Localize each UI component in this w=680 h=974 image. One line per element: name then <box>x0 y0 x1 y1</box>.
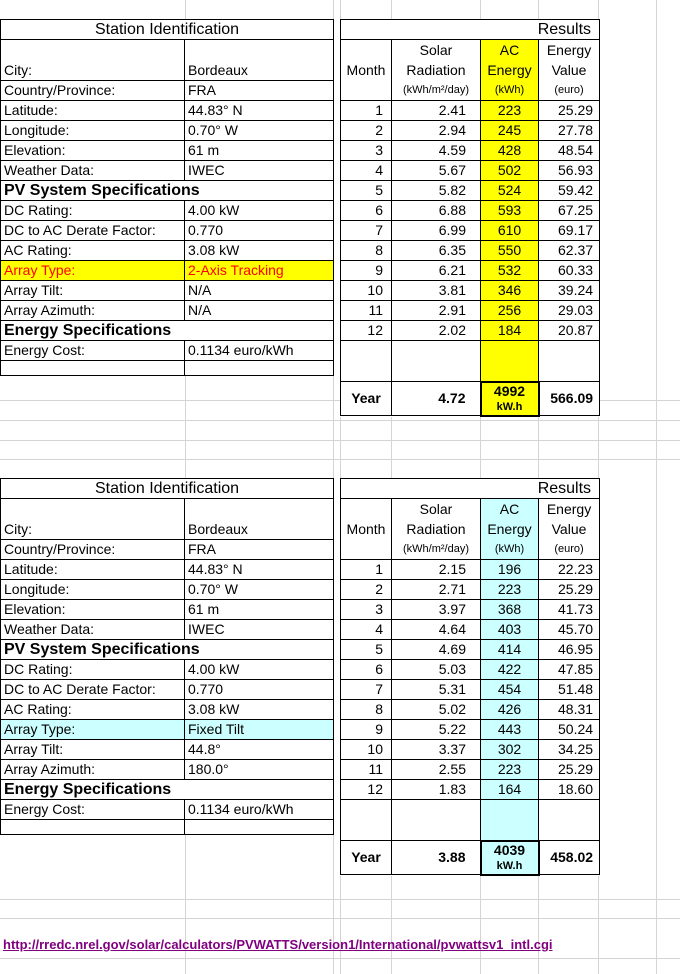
month-row <box>341 640 600 660</box>
station-value: Bordeaux <box>185 40 334 81</box>
month-row <box>341 720 600 740</box>
ev-header-line2: Value <box>551 521 587 537</box>
solar-radiation-cell: 5.22 <box>392 720 481 740</box>
ac-energy-cell: 245 <box>481 121 539 141</box>
ac-energy-cell: 223 <box>481 760 539 780</box>
month-row <box>341 261 600 281</box>
solar-radiation-cell: 2.15 <box>392 560 481 580</box>
solar-radiation-cell: 1.83 <box>392 780 481 800</box>
month-row <box>341 301 600 321</box>
energy-value-cell: 56.93 <box>539 161 600 181</box>
solar-header-unit: (kWh/m²/day) <box>403 543 469 555</box>
energy-value-cell: 67.25 <box>539 201 600 221</box>
month-cell: 1 <box>341 560 392 580</box>
solar-radiation-cell: 4.59 <box>392 141 481 161</box>
pv-spec-value: Fixed Tilt <box>185 720 334 740</box>
solar-radiation-cell: 5.67 <box>392 161 481 181</box>
year-ac-energy <box>481 841 539 875</box>
ac-header-line2: Energy <box>487 62 532 78</box>
month-row <box>341 600 600 620</box>
ac-energy-cell: 422 <box>481 660 539 680</box>
ac-energy-cell: 550 <box>481 241 539 261</box>
station-title: Station Identification <box>1 20 334 40</box>
month-cell: 2 <box>341 580 392 600</box>
station-label: Weather Data: <box>1 620 185 640</box>
station-label: City: <box>1 40 185 81</box>
station-label: Elevation: <box>1 600 185 620</box>
station-value: 0.70° W <box>185 580 334 600</box>
results-table <box>340 478 600 876</box>
station-label: City: <box>1 499 185 540</box>
pv-spec-label: Array Tilt: <box>1 740 185 760</box>
solar-radiation-cell: 5.02 <box>392 700 481 720</box>
pv-spec-label: Array Azimuth: <box>1 301 185 321</box>
year-energy-value: 566.09 <box>539 382 600 416</box>
solar-radiation-cell: 3.81 <box>392 281 481 301</box>
pv-spec-label: AC Rating: <box>1 241 185 261</box>
energy-value-header <box>539 499 600 560</box>
ac-energy-cell: 368 <box>481 600 539 620</box>
pv-spec-value: N/A <box>185 301 334 321</box>
pv-spec-label: DC Rating: <box>1 201 185 221</box>
ac-energy-cell: 502 <box>481 161 539 181</box>
month-row <box>341 580 600 600</box>
solar-header-line2: Radiation <box>406 521 466 537</box>
solar-header-line2: Radiation <box>406 62 466 78</box>
energy-value-cell: 48.31 <box>539 700 600 720</box>
station-value: FRA <box>185 540 334 560</box>
energy-value-cell: 46.95 <box>539 640 600 660</box>
station-label: Longitude: <box>1 121 185 141</box>
ev-header-unit: (euro) <box>554 543 584 555</box>
pv-spec-value: 3.08 kW <box>185 700 334 720</box>
energy-specs-title: Energy Specifications <box>1 780 334 800</box>
year-row <box>341 841 600 875</box>
station-label: Country/Province: <box>1 81 185 101</box>
ac-energy-cell: 454 <box>481 680 539 700</box>
results-table <box>340 19 600 417</box>
month-cell: 10 <box>341 281 392 301</box>
solar-radiation-cell: 5.31 <box>392 680 481 700</box>
month-cell: 2 <box>341 121 392 141</box>
ac-energy-cell: 196 <box>481 560 539 580</box>
solar-radiation-cell: 6.99 <box>392 221 481 241</box>
month-cell: 5 <box>341 181 392 201</box>
station-value: IWEC <box>185 620 334 640</box>
pv-specs-title: PV System Specifications <box>1 181 334 201</box>
ac-header-unit: (kWh) <box>494 84 525 96</box>
energy-value-cell: 51.48 <box>539 680 600 700</box>
pv-spec-value: N/A <box>185 281 334 301</box>
ac-energy-header <box>481 40 539 101</box>
pv-spec-label: DC Rating: <box>1 660 185 680</box>
energy-specs-title: Energy Specifications <box>1 321 334 341</box>
month-header: Month <box>341 499 392 560</box>
pv-spec-value: 4.00 kW <box>185 201 334 221</box>
solar-radiation-cell: 6.35 <box>392 241 481 261</box>
pv-spec-label: DC to AC Derate Factor: <box>1 680 185 700</box>
solar-radiation-cell: 5.03 <box>392 660 481 680</box>
year-ac-energy-value: 4039 <box>493 841 526 858</box>
ac-energy-cell: 524 <box>481 181 539 201</box>
ac-energy-cell: 223 <box>481 101 539 121</box>
month-cell: 3 <box>341 141 392 161</box>
solar-header-unit: (kWh/m²/day) <box>403 84 469 96</box>
year-ac-energy-value: 4992 <box>493 382 526 399</box>
month-cell: 4 <box>341 161 392 181</box>
year-label: Year <box>341 382 392 416</box>
results-title: Results <box>341 479 600 499</box>
year-ac-energy <box>481 382 539 416</box>
month-row <box>341 780 600 800</box>
year-ac-energy-unit: kW.h <box>496 859 523 872</box>
energy-value-cell: 69.17 <box>539 221 600 241</box>
energy-value-cell: 18.60 <box>539 780 600 800</box>
energy-value-cell: 41.73 <box>539 600 600 620</box>
month-row <box>341 700 600 720</box>
month-row <box>341 161 600 181</box>
ac-energy-cell: 610 <box>481 221 539 241</box>
pv-spec-label: DC to AC Derate Factor: <box>1 221 185 241</box>
ac-energy-cell: 184 <box>481 321 539 341</box>
solar-radiation-cell: 6.88 <box>392 201 481 221</box>
month-cell: 1 <box>341 101 392 121</box>
solar-radiation-cell: 2.71 <box>392 580 481 600</box>
station-value: Bordeaux <box>185 499 334 540</box>
energy-value-cell: 27.78 <box>539 121 600 141</box>
station-value: 44.83° N <box>185 101 334 121</box>
energy-value-cell: 47.85 <box>539 660 600 680</box>
pv-spec-value: 0.770 <box>185 680 334 700</box>
ac-energy-cell: 532 <box>481 261 539 281</box>
month-cell: 7 <box>341 221 392 241</box>
pv-spec-label: Array Azimuth: <box>1 760 185 780</box>
station-value: IWEC <box>185 161 334 181</box>
ac-energy-cell: 346 <box>481 281 539 301</box>
solar-radiation-cell: 4.69 <box>392 640 481 660</box>
energy-value-cell: 39.24 <box>539 281 600 301</box>
ac-energy-cell: 428 <box>481 141 539 161</box>
station-table <box>0 478 334 835</box>
pv-spec-label: Array Type: <box>1 261 185 281</box>
pv-spec-label: Array Tilt: <box>1 281 185 301</box>
energy-value-cell: 48.54 <box>539 141 600 161</box>
station-label: Longitude: <box>1 580 185 600</box>
pv-spec-value: 2-Axis Tracking <box>185 261 334 281</box>
month-row <box>341 560 600 580</box>
solar-header <box>392 499 481 560</box>
ac-energy-cell: 426 <box>481 700 539 720</box>
month-cell: 6 <box>341 201 392 221</box>
energy-value-cell: 62.37 <box>539 241 600 261</box>
month-row <box>341 620 600 640</box>
station-value: 61 m <box>185 600 334 620</box>
pv-spec-value: 3.08 kW <box>185 241 334 261</box>
solar-header <box>392 40 481 101</box>
energy-value-cell: 50.24 <box>539 720 600 740</box>
station-value: 44.83° N <box>185 560 334 580</box>
pv-spec-value: 4.00 kW <box>185 660 334 680</box>
month-cell: 9 <box>341 720 392 740</box>
results-title: Results <box>341 20 600 40</box>
pv-spec-value: 180.0° <box>185 760 334 780</box>
month-cell: 5 <box>341 640 392 660</box>
solar-header-line1: Solar <box>419 42 453 58</box>
month-row <box>341 201 600 221</box>
month-cell: 11 <box>341 301 392 321</box>
station-label: Latitude: <box>1 560 185 580</box>
year-solar-radiation: 4.72 <box>392 382 481 416</box>
year-energy-value: 458.02 <box>539 841 600 875</box>
station-title: Station Identification <box>1 479 334 499</box>
station-value: 61 m <box>185 141 334 161</box>
month-row <box>341 760 600 780</box>
ac-header-line1: AC <box>499 501 520 517</box>
month-cell: 12 <box>341 780 392 800</box>
solar-radiation-cell: 5.82 <box>392 181 481 201</box>
solar-radiation-cell: 6.21 <box>392 261 481 281</box>
ev-header-unit: (euro) <box>554 84 584 96</box>
ac-energy-cell: 223 <box>481 580 539 600</box>
ac-header-unit: (kWh) <box>494 543 525 555</box>
energy-value-cell: 29.03 <box>539 301 600 321</box>
energy-spec-value: 0.1134 euro/kWh <box>185 341 334 361</box>
energy-value-cell: 25.29 <box>539 101 600 121</box>
month-cell: 4 <box>341 620 392 640</box>
pv-spec-label: AC Rating: <box>1 700 185 720</box>
month-row <box>341 321 600 341</box>
energy-value-cell: 20.87 <box>539 321 600 341</box>
ev-header-line1: Energy <box>546 42 592 58</box>
solar-radiation-cell: 3.97 <box>392 600 481 620</box>
energy-spec-label: Energy Cost: <box>1 800 185 820</box>
source-link[interactable]: http://rredc.nrel.gov/solar/calculators/PVWATTS/version1/International/pvwattsv1_intl.cgi <box>3 937 553 952</box>
month-cell: 12 <box>341 321 392 341</box>
energy-value-cell: 45.70 <box>539 620 600 640</box>
ac-energy-cell: 164 <box>481 780 539 800</box>
energy-value-cell: 25.29 <box>539 580 600 600</box>
month-row <box>341 141 600 161</box>
energy-value-cell: 59.42 <box>539 181 600 201</box>
month-row <box>341 740 600 760</box>
pv-spec-value: 44.8° <box>185 740 334 760</box>
ac-energy-header <box>481 499 539 560</box>
pv-spec-value: 0.770 <box>185 221 334 241</box>
month-row <box>341 221 600 241</box>
station-label: Country/Province: <box>1 540 185 560</box>
month-cell: 8 <box>341 241 392 261</box>
month-row <box>341 241 600 261</box>
solar-radiation-cell: 3.37 <box>392 740 481 760</box>
station-table <box>0 19 334 376</box>
energy-value-header <box>539 40 600 101</box>
ev-header-line2: Value <box>551 62 587 78</box>
month-row <box>341 281 600 301</box>
energy-value-cell: 60.33 <box>539 261 600 281</box>
station-label: Latitude: <box>1 101 185 121</box>
solar-radiation-cell: 2.55 <box>392 760 481 780</box>
month-row <box>341 181 600 201</box>
solar-header-line1: Solar <box>419 501 453 517</box>
energy-value-cell: 22.23 <box>539 560 600 580</box>
year-label: Year <box>341 841 392 875</box>
ac-header-line1: AC <box>499 42 520 58</box>
year-solar-radiation: 3.88 <box>392 841 481 875</box>
solar-radiation-cell: 2.94 <box>392 121 481 141</box>
month-cell: 8 <box>341 700 392 720</box>
pv-specs-title: PV System Specifications <box>1 640 334 660</box>
month-cell: 6 <box>341 660 392 680</box>
month-row <box>341 121 600 141</box>
ev-header-line1: Energy <box>546 501 592 517</box>
station-label: Weather Data: <box>1 161 185 181</box>
month-cell: 3 <box>341 600 392 620</box>
solar-radiation-cell: 2.41 <box>392 101 481 121</box>
ac-header-line2: Energy <box>487 521 532 537</box>
ac-energy-cell: 302 <box>481 740 539 760</box>
ac-energy-cell: 403 <box>481 620 539 640</box>
ac-energy-cell: 414 <box>481 640 539 660</box>
month-cell: 9 <box>341 261 392 281</box>
month-cell: 11 <box>341 760 392 780</box>
energy-spec-label: Energy Cost: <box>1 341 185 361</box>
solar-radiation-cell: 2.02 <box>392 321 481 341</box>
energy-value-cell: 25.29 <box>539 760 600 780</box>
pv-spec-label: Array Type: <box>1 720 185 740</box>
month-header: Month <box>341 40 392 101</box>
solar-radiation-cell: 2.91 <box>392 301 481 321</box>
month-cell: 10 <box>341 740 392 760</box>
month-row <box>341 680 600 700</box>
station-value: FRA <box>185 81 334 101</box>
solar-radiation-cell: 4.64 <box>392 620 481 640</box>
month-row <box>341 660 600 680</box>
ac-energy-cell: 256 <box>481 301 539 321</box>
ac-energy-cell: 593 <box>481 201 539 221</box>
energy-value-cell: 34.25 <box>539 740 600 760</box>
year-row <box>341 382 600 416</box>
ac-energy-cell: 443 <box>481 720 539 740</box>
month-cell: 7 <box>341 680 392 700</box>
energy-spec-value: 0.1134 euro/kWh <box>185 800 334 820</box>
year-ac-energy-unit: kW.h <box>496 400 523 413</box>
station-value: 0.70° W <box>185 121 334 141</box>
month-row <box>341 101 600 121</box>
station-label: Elevation: <box>1 141 185 161</box>
